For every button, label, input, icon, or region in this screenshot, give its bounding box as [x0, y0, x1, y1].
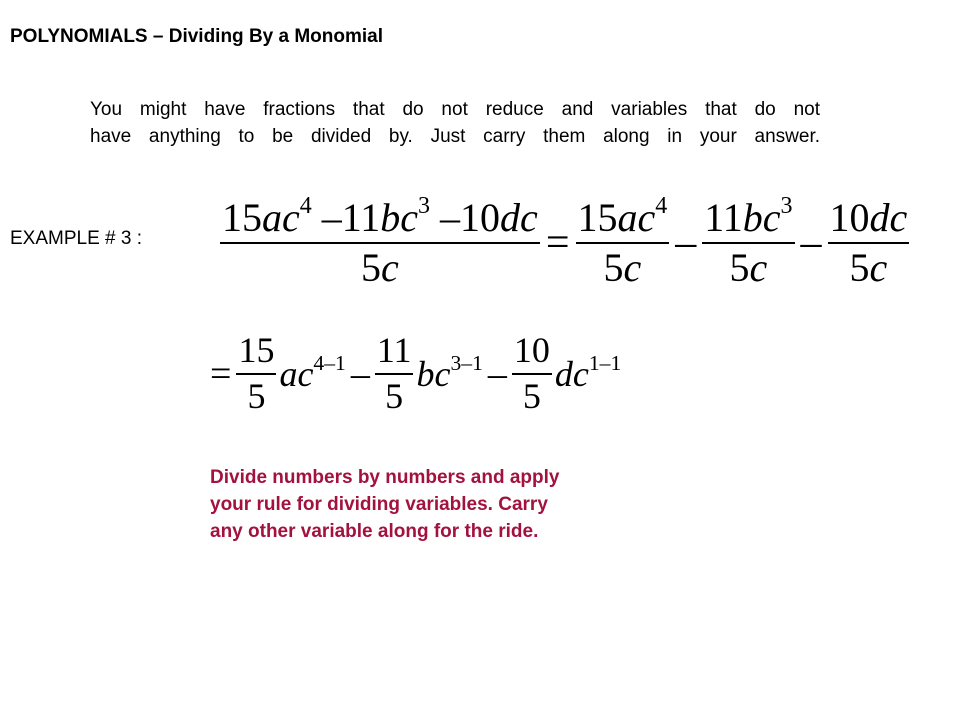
term-3-den-coef: 5 [849, 245, 870, 290]
term-fraction-2 [702, 193, 794, 290]
intro-paragraph [90, 96, 820, 150]
coef-3-denominator: 5 [522, 376, 541, 416]
fraction-bar [702, 242, 794, 244]
variable-3-base: dc [554, 354, 589, 394]
lhs-var-2: bc [380, 195, 419, 240]
lhs-fraction [220, 193, 540, 290]
lhs-var-3: dc [500, 195, 538, 240]
variable-3-exponent: 1–1 [588, 350, 622, 375]
coef-1-numerator: 15 [238, 330, 275, 371]
lhs-coef-3: 10 [460, 195, 501, 240]
coef-2-denominator: 5 [385, 376, 404, 416]
term-1-den-coef: 5 [603, 245, 624, 290]
lhs-den-var: c [381, 245, 399, 290]
explanation-note [210, 464, 670, 545]
lhs-denominator [359, 247, 401, 289]
term-3-var: dc [869, 195, 908, 240]
term-1-numerator [576, 193, 670, 240]
minus-sign-2: – [487, 353, 507, 395]
term-1-denominator [602, 247, 644, 289]
lhs-coef-2: 11 [341, 195, 381, 240]
term-1-coef: 15 [577, 195, 618, 240]
minus-sign-1: – [675, 220, 697, 266]
fraction-bar [220, 242, 540, 244]
equation-2 [205, 330, 622, 416]
term-2-exp: 3 [780, 193, 793, 219]
term-2-coef: 11 [704, 195, 743, 240]
coef-fraction-2 [375, 332, 414, 416]
term-fraction-3 [828, 197, 910, 289]
lhs-op-1: – [321, 195, 342, 240]
note-line-1: Divide numbers by numbers and apply [210, 467, 560, 488]
equals-sign: = [545, 220, 570, 266]
page-title: POLYNOMIALS – Dividing By a Monomial [10, 26, 384, 47]
equals-sign: = [210, 353, 232, 395]
coef-fraction-3 [512, 332, 552, 416]
lhs-op-2: – [440, 195, 461, 240]
coef-1-denominator: 5 [247, 376, 266, 416]
term-2-den-var: c [749, 245, 768, 290]
lhs-var-1: ac [262, 195, 300, 240]
example-label: EXAMPLE # 3 : [10, 228, 143, 249]
fraction-bar [512, 373, 552, 375]
equation-1 [220, 193, 909, 290]
minus-sign-2: – [800, 220, 822, 266]
fraction-bar [375, 373, 414, 375]
note-line-2: your rule for dividing variables. Carry [210, 494, 548, 515]
term-3-coef: 10 [829, 195, 870, 240]
lhs-exp-1: 4 [299, 193, 312, 219]
lhs-coef-1: 15 [222, 195, 262, 240]
term-1-var: ac [617, 195, 656, 240]
term-3-numerator [828, 197, 910, 239]
term-3-denominator [848, 247, 890, 289]
variable-term-1 [279, 350, 346, 395]
variable-2-exponent: 3–1 [450, 350, 483, 375]
fraction-bar [236, 373, 276, 375]
lhs-exp-2: 3 [418, 193, 431, 219]
variable-term-2 [416, 350, 483, 395]
variable-2-base: bc [416, 354, 451, 394]
coef-3-numerator: 10 [513, 330, 550, 371]
minus-sign-1: – [350, 353, 370, 395]
variable-term-3 [554, 350, 622, 395]
fraction-bar [828, 242, 910, 244]
term-2-denominator [728, 247, 770, 289]
lhs-numerator [220, 193, 540, 240]
variable-1-base: ac [279, 354, 314, 394]
intro-line-2: have anything to be divided by. Just carry them along in your answer. [90, 126, 820, 147]
term-1-den-var: c [623, 245, 642, 290]
term-fraction-1 [576, 193, 670, 290]
term-2-numerator [702, 193, 794, 240]
fraction-bar [576, 242, 670, 244]
term-3-den-var: c [869, 245, 888, 290]
note-line-3: any other variable along for the ride. [210, 521, 539, 542]
term-1-exp: 4 [655, 193, 668, 219]
coef-2-numerator: 11 [376, 330, 412, 371]
term-2-den-coef: 5 [729, 245, 750, 290]
intro-line-1: You might have fractions that do not reduce and variables that do not [90, 99, 820, 120]
coef-fraction-1 [236, 332, 276, 416]
term-2-var: bc [742, 195, 781, 240]
lhs-den-coef: 5 [361, 245, 382, 290]
variable-1-exponent: 4–1 [313, 350, 346, 375]
